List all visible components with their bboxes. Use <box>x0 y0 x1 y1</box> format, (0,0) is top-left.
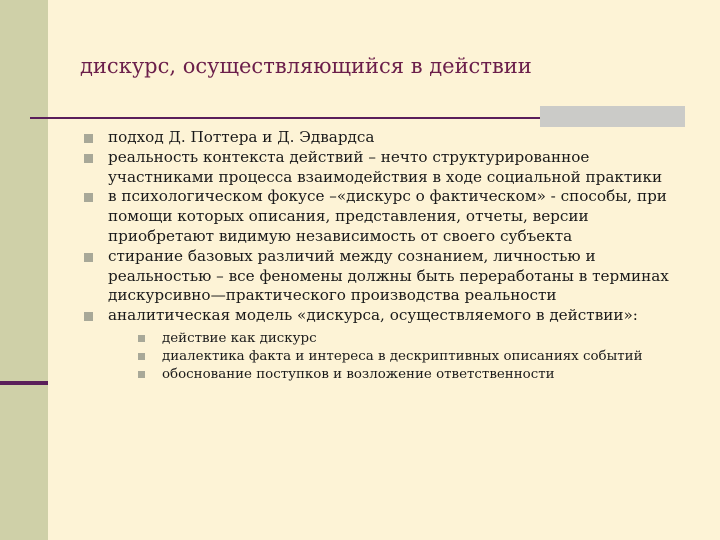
square-bullet-icon <box>84 193 93 202</box>
sub-bullet-item <box>138 330 680 348</box>
square-bullet-icon <box>84 154 93 163</box>
bullet-item <box>84 128 680 148</box>
sub-bullet-text: действие как дискурс <box>162 330 317 346</box>
bullet-item <box>84 148 680 188</box>
left-decor-band <box>0 0 48 540</box>
square-bullet-icon <box>138 371 145 378</box>
bullet-item <box>84 187 680 246</box>
square-bullet-icon <box>138 335 145 342</box>
bullet-text: реальность контекста действий – нечто структурированное участниками процесса взаимодействия в ходе социальной практики <box>108 147 663 186</box>
bullet-item <box>84 306 680 383</box>
slide-title: дискурс, осуществляющийся в действии <box>80 54 532 78</box>
bullet-text: аналитическая модель «дискурса, осуществляемого в действии»: <box>108 306 638 325</box>
sub-bullet-list <box>138 330 680 383</box>
bullet-text: стирание базовых различий между сознанием, личностью и реальностью – все феномены должны быть переработаны в терминах дискурсивно—практического производства реальности <box>108 246 669 305</box>
square-bullet-icon <box>138 353 145 360</box>
square-bullet-icon <box>84 253 93 262</box>
title-decor-box <box>540 106 685 127</box>
sub-bullet-item <box>138 348 680 366</box>
bullet-list <box>84 128 680 383</box>
bullet-item <box>84 247 680 306</box>
sub-bullet-item <box>138 366 680 384</box>
sub-bullet-text: диалектика факта и интереса в дескриптивных описаниях событий <box>162 348 643 364</box>
square-bullet-icon <box>84 134 93 143</box>
bullet-text: в психологическом фокусе –«дискурс о фактическом» - способы, при помощи которых описания, представления, отчеты, версии приобретают видимую независимость от своего субъекта <box>108 187 667 245</box>
square-bullet-icon <box>84 312 93 321</box>
bullet-text: подход Д. Поттера и Д. Эдвардса <box>108 128 375 146</box>
sub-bullet-text: обоснование поступков и возложение ответственности <box>162 366 555 382</box>
slide-content <box>84 128 680 383</box>
left-decor-accent <box>0 381 48 385</box>
